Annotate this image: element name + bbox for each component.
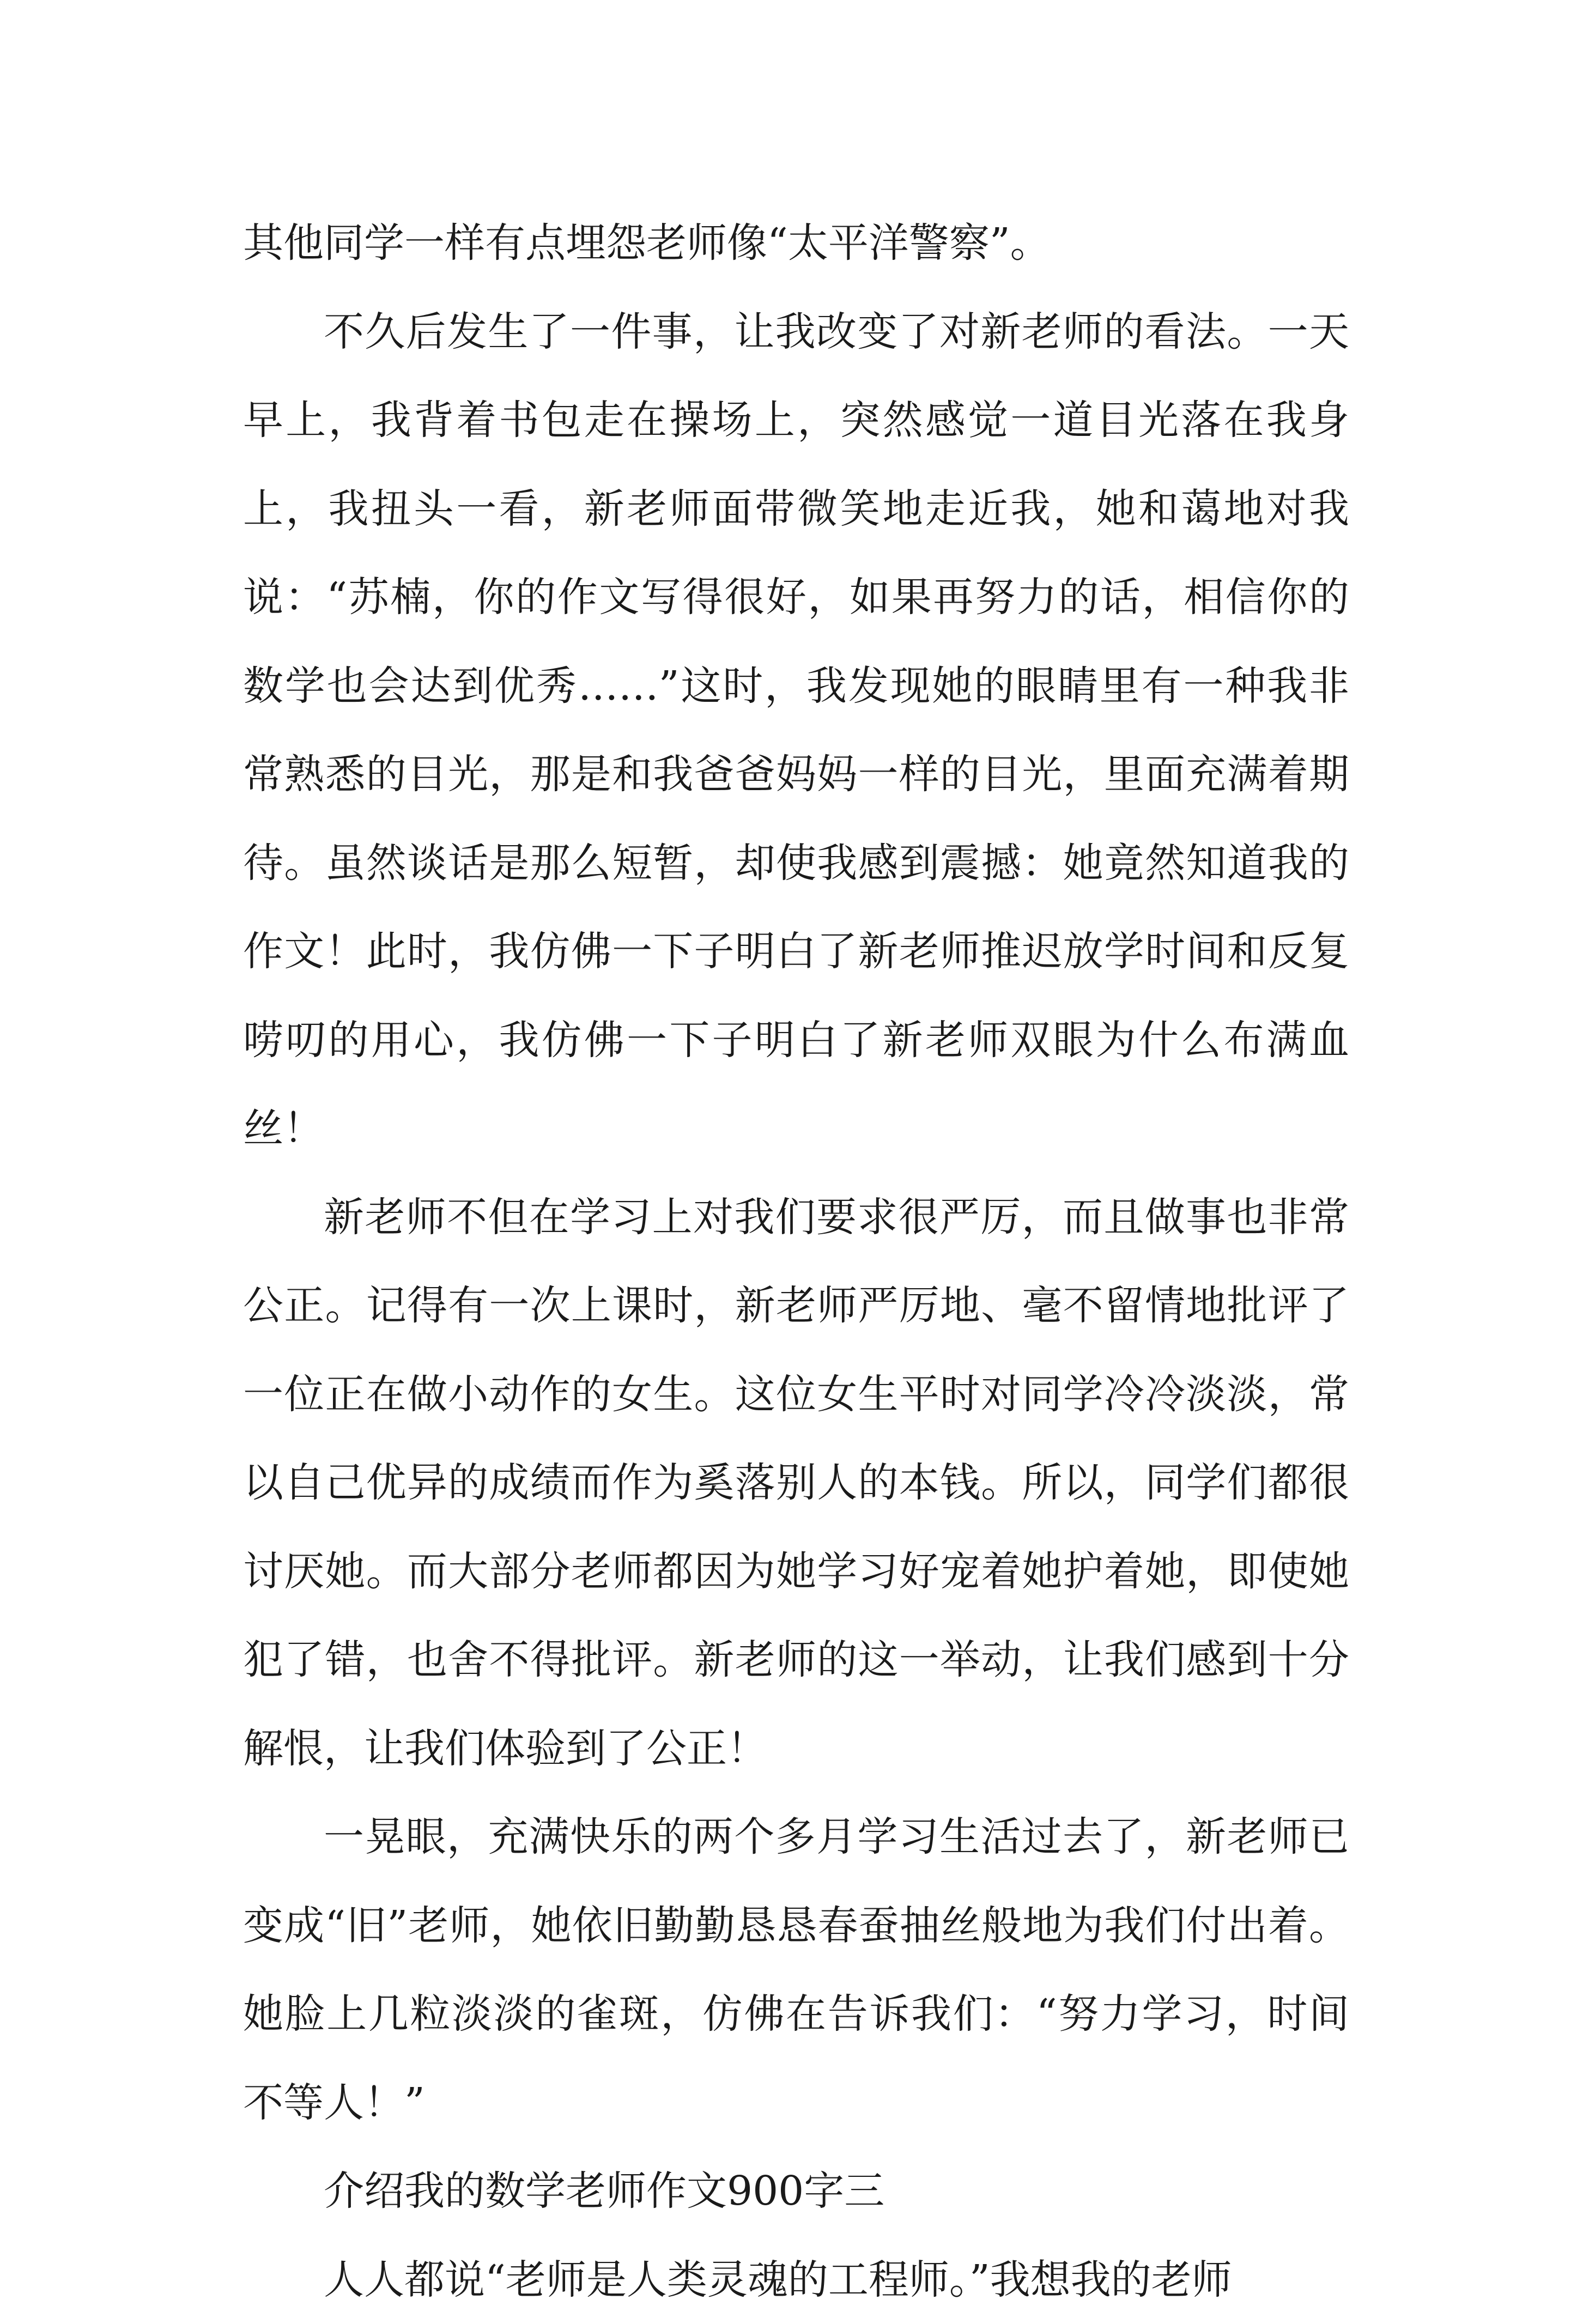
paragraph-continuation: 其他同学一样有点埋怨老师像“太平洋警察”。 [243, 199, 1349, 288]
paragraph-new-section-start: 人人都说“老师是人类灵魂的工程师。”我想我的老师 [243, 2236, 1349, 2324]
section-heading: 介绍我的数学老师作文900字三 [243, 2147, 1349, 2236]
paragraph-time-passes: 一晃眼，充满快乐的两个多月学习生活过去了，新老师已变成“旧”老师，她依旧勤勤恳恳春蚕抽丝般地为我们付出着。她脸上几粒淡淡的雀斑，仿佛在告诉我们：“努力学习，时间不等人！” [243, 1793, 1349, 2147]
paragraph-change-of-view: 不久后发生了一件事，让我改变了对新老师的看法。一天早上，我背着书包走在操场上，突然感觉一道目光落在我身上，我扭头一看，新老师面带微笑地走近我，她和蔼地对我说：“苏楠，你的作文写得很好，如果再努力的话，相信你的数学也会达到优秀……”这时，我发现她的眼睛里有一种我非常熟悉的目光，那是和我爸爸妈妈一样的目光，里面充满着期待。虽然谈话是那么短暂，却使我感到震撼：她竟然知道我的作文！此时，我仿佛一下子明白了新老师推迟放学时间和反复唠叨的用心，我仿佛一下子明白了新老师双眼为什么布满血丝！ [243, 288, 1349, 1173]
paragraph-fairness: 新老师不但在学习上对我们要求很严厉，而且做事也非常公正。记得有一次上课时，新老师严厉地、毫不留情地批评了一位正在做小动作的女生。这位女生平时对同学冷冷淡淡，常以自己优异的成绩而作为奚落别人的本钱。所以，同学们都很讨厌她。而大部分老师都因为她学习好宠着她护着她，即使她犯了错，也舍不得批评。新老师的这一举动，让我们感到十分解恨，让我们体验到了公正！ [243, 1173, 1349, 1793]
document-body [243, 199, 1349, 2324]
